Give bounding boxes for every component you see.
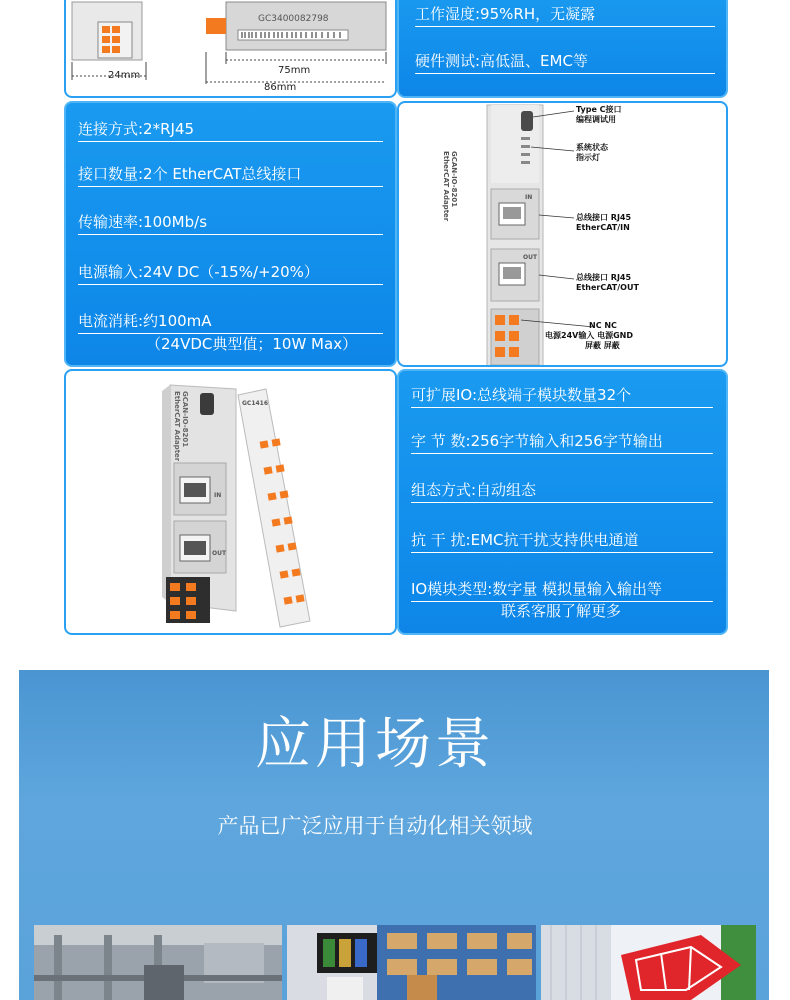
spec-underline — [78, 186, 383, 187]
device-model-label: GCAN-IO-8201 — [450, 151, 458, 208]
spec-underline — [411, 407, 713, 408]
out-label-1: 总线接口 RJ45 — [576, 273, 632, 282]
product-photo — [66, 371, 397, 635]
robot-photo-image — [541, 925, 756, 1000]
photo-adapter-label: EtherCAT Adapter — [173, 391, 181, 462]
application-title: 应用场景 — [255, 712, 495, 777]
dimension-drawing — [66, 0, 397, 98]
shield-label: 屏蔽 屏蔽 — [585, 341, 620, 350]
io-spec-panel — [397, 369, 728, 635]
spec-underline — [415, 26, 715, 27]
spec-power-input: 电源输入:24V DC（-15%/+20%） — [78, 262, 319, 282]
spec-underline — [415, 73, 715, 74]
typec-label-1: Type C接口 — [576, 105, 622, 114]
spec-underline — [78, 141, 383, 142]
dimension-panel — [64, 0, 397, 98]
product-photo-panel — [64, 369, 397, 635]
connection-spec-panel — [64, 101, 397, 367]
spec-underline — [411, 502, 713, 503]
in-label-1: 总线接口 RJ45 — [576, 213, 632, 222]
spec-current-note: （24VDC典型值；10W Max） — [146, 335, 358, 353]
dimension-75mm: 75mm — [278, 65, 311, 76]
spec-humidity: 工作湿度:95%RH，无凝露 — [415, 4, 595, 24]
spec-underline — [78, 284, 383, 285]
photo-model-label: GCAN-IO-8201 — [181, 391, 189, 448]
spec-connection: 连接方式:2*RJ45 — [78, 119, 194, 139]
contact-service-note: 联系客服了解更多 — [501, 602, 622, 620]
status-label-2: 指示灯 — [576, 153, 600, 162]
spec-anti-interference: 抗 干 扰:EMC抗干扰支持供电通道 — [411, 530, 638, 550]
dimension-86mm: 86mm — [264, 82, 297, 93]
photo-port-out: OUT — [212, 550, 227, 557]
device-adapter-label: EtherCAT Adapter — [442, 151, 450, 222]
application-subtitle: 产品已广泛应用于自动化相关领域 — [217, 814, 533, 838]
spec-underline — [411, 453, 713, 454]
serial-number: GC3400082798 — [258, 14, 329, 24]
spec-hardware-test: 硬件测试:高低温、EMC等 — [415, 51, 588, 71]
power-label: 电源24V输入 电源GND — [545, 331, 634, 340]
spec-underline — [411, 552, 713, 553]
photo-module-label: GC1416 — [242, 400, 269, 407]
warehouse-photo-image — [287, 925, 536, 1000]
factory-photo — [34, 925, 282, 1000]
robot-photo — [541, 925, 756, 1000]
spec-underline — [78, 234, 383, 235]
photo-port-in: IN — [214, 492, 222, 499]
out-label-2: EtherCAT/OUT — [576, 283, 639, 292]
dimension-24mm: 24mm — [108, 70, 141, 81]
spec-current: 电流消耗:约100mA — [78, 311, 212, 331]
in-label-2: EtherCAT/IN — [576, 223, 630, 232]
spec-transfer-rate: 传输速率:100Mb/s — [78, 212, 207, 232]
interface-diagram-panel — [397, 101, 728, 367]
spec-expandable-io: 可扩展IO:总线端子模块数量32个 — [411, 385, 631, 405]
port-in-label: IN — [525, 194, 533, 201]
typec-label-2: 编程调试用 — [576, 115, 616, 124]
spec-configuration: 组态方式:自动组态 — [411, 480, 536, 500]
status-label-1: 系统状态 — [576, 143, 608, 152]
factory-photo-image — [34, 925, 282, 1000]
spec-interface-count: 接口数量:2个 EtherCAT总线接口 — [78, 164, 301, 184]
top-spec-panel — [397, 0, 728, 98]
port-out-label: OUT — [523, 254, 538, 261]
spec-io-module-type: IO模块类型:数字量 模拟量输入输出等 — [411, 579, 662, 599]
device-front-drawing — [399, 103, 728, 367]
warehouse-photo — [287, 925, 536, 1000]
spec-byte-count: 字 节 数:256字节输入和256字节输出 — [411, 431, 663, 451]
nc-label: NC NC — [589, 321, 617, 330]
